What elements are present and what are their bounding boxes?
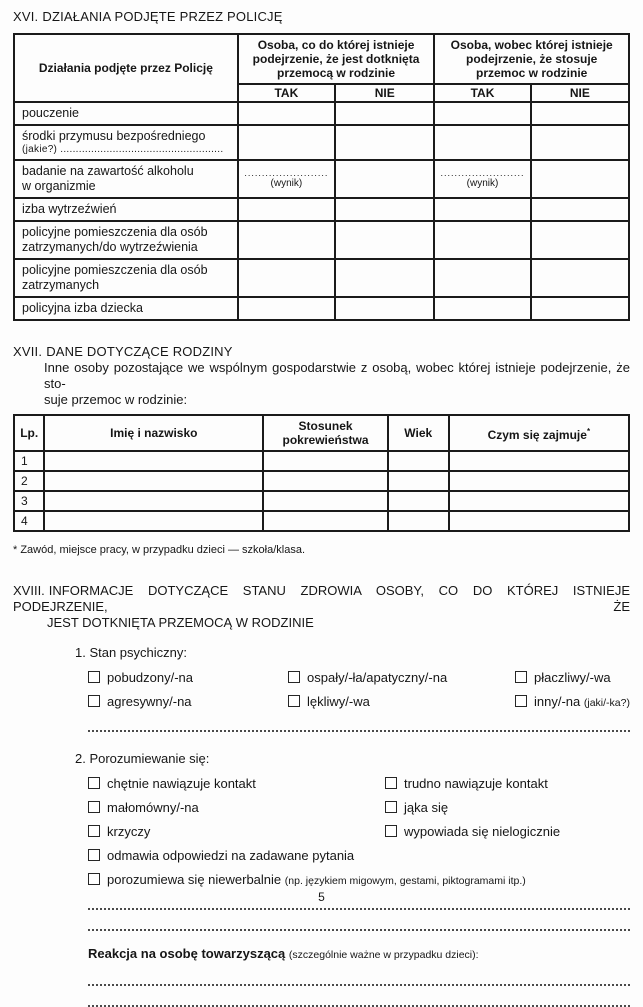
write-in-line[interactable]: ........................ [244, 168, 329, 178]
table-row-srodki-przymusu [14, 125, 629, 160]
checkbox-icon[interactable] [385, 801, 397, 813]
checkbox-icon[interactable] [385, 777, 397, 789]
cell-perpetrator-yes[interactable] [434, 297, 530, 320]
table-row [14, 451, 629, 471]
option-row [88, 824, 630, 839]
cell-perpetrator-no[interactable] [531, 198, 629, 221]
option-inny: inny/-na (jaki/-ka?) [515, 694, 630, 711]
option-krzyczy: krzyczy [88, 824, 385, 839]
checkbox-icon[interactable] [88, 873, 100, 885]
option-niewerbalnie-note: (np. językiem migowym, gestami, piktogramami itp.) [284, 875, 526, 887]
row-number: 3 [14, 491, 44, 511]
write-in-line[interactable] [88, 728, 630, 732]
section-17-title: XVII. DANE DOTYCZĄCE RODZINY [13, 344, 233, 359]
column-header-age: Wiek [388, 415, 449, 451]
option-pobudzony: pobudzony/-na [88, 670, 288, 685]
cell-victim-yes[interactable] [238, 125, 335, 160]
row-number: 1 [14, 451, 44, 471]
cell-victim-yes[interactable] [238, 259, 335, 297]
section-17-intro-line2: suje przemoc w rodzinie: [44, 392, 188, 407]
option-jaka-sie: jąka się [385, 800, 630, 815]
cell-occupation[interactable] [449, 471, 629, 491]
column-header-name: Imię i nazwisko [44, 415, 263, 451]
write-in-line[interactable] [88, 927, 630, 931]
checkbox-icon[interactable] [88, 777, 100, 789]
checkbox-icon[interactable] [88, 695, 100, 707]
row-label: badanie na zawartość alkoholu w organizmie [14, 160, 238, 198]
checkbox-icon[interactable] [88, 671, 100, 683]
table-row [14, 491, 629, 511]
cell-relation[interactable] [263, 471, 388, 491]
cell-victim-no[interactable] [335, 102, 434, 125]
row-label: środki przymusu bezpośredniego (jakie?) ..................................................... [14, 125, 238, 160]
write-in-line[interactable] [88, 982, 630, 986]
cell-relation[interactable] [263, 451, 388, 471]
table-row [14, 511, 629, 531]
checkbox-icon[interactable] [88, 849, 100, 861]
result-caption: (wynik) [466, 177, 499, 189]
cell-relation[interactable] [263, 491, 388, 511]
cell-perpetrator-no[interactable] [531, 297, 629, 320]
column-header-victim: Osoba, co do której istnieje podejrzenie, że jest dotknięta przemocą w rodzinie [238, 34, 435, 84]
option-inny-note: (jaki/-ka?) [583, 697, 630, 709]
write-in-line[interactable]: ........................ [440, 168, 525, 178]
column-header-relation: Stosunek pokrewieństwa [263, 415, 388, 451]
cell-victim-no[interactable] [335, 198, 434, 221]
question-2-label: 2. Porozumiewanie się: [75, 751, 210, 766]
cell-victim-yes[interactable] [238, 221, 335, 259]
cell-name[interactable] [44, 491, 263, 511]
row-label: policyjne pomieszczenia dla osób zatrzymanych [14, 259, 238, 297]
row-number: 4 [14, 511, 44, 531]
column-header-perpetrator-no: NIE [531, 84, 629, 102]
cell-occupation[interactable] [449, 491, 629, 511]
police-actions-table [13, 33, 630, 321]
section-18 [13, 583, 630, 1007]
option-row [88, 800, 630, 815]
cell-perpetrator-no[interactable] [531, 221, 629, 259]
cell-age[interactable] [388, 451, 449, 471]
option-odmawia-odpowiedzi: odmawia odpowiedzi na zadawane pytania [88, 848, 385, 863]
table-row-badanie-alkohol [14, 160, 629, 198]
checkbox-icon[interactable] [515, 671, 527, 683]
cell-occupation[interactable] [449, 511, 629, 531]
cell-victim-no[interactable] [335, 221, 434, 259]
option-malomowny: małomówny/-na [88, 800, 385, 815]
option-trudno-kontakt: trudno nawiązuje kontakt [385, 776, 630, 791]
option-ospaly-apatyczny: ospały/-ła/apatyczny/-na [288, 670, 515, 685]
section-17-number: XVII. [13, 344, 43, 359]
table-row-policyjna-izba-dziecka [14, 297, 629, 320]
cell-victim-no[interactable] [335, 125, 434, 160]
column-header-perpetrator: Osoba, wobec której istnieje podejrzenie, że stosuje przemoc w rodzinie [434, 34, 629, 84]
section-18-number: XVIII. [13, 583, 45, 598]
option-row [88, 872, 630, 889]
option-niewerbalnie: porozumiewa się niewerbalnie (np. językiem migowym, gestami, piktogramami itp.) [88, 872, 385, 889]
table-row-pouczenie [14, 102, 629, 125]
table-row-pomieszczenia-do-wytrzezwienia [14, 221, 629, 259]
column-header-victim-yes: TAK [238, 84, 335, 102]
column-header-perpetrator-yes: TAK [434, 84, 530, 102]
cell-perpetrator-no[interactable] [531, 259, 629, 297]
option-chetnie-kontakt: chętnie nawiązuje kontakt [88, 776, 385, 791]
question-1-label: 1. Stan psychiczny: [75, 645, 187, 660]
write-in-line[interactable]: (jakie?) ..................................................... [22, 144, 224, 155]
cell-perpetrator-yes-result[interactable] [434, 160, 530, 198]
cell-perpetrator-no[interactable] [531, 125, 629, 160]
section-18-title-line1: XVIII. INFORMACJE DOTYCZĄCE STANU ZDROWIA OSOBY, CO DO KTÓREJ ISTNIEJE PODEJRZENIE, ŻE [13, 583, 630, 614]
family-members-table [13, 414, 630, 532]
cell-age[interactable] [388, 471, 449, 491]
write-in-line[interactable] [88, 906, 630, 910]
cell-name[interactable] [44, 511, 263, 531]
row-label: policyjne pomieszczenia dla osób zatrzymanych/do wytrzeźwienia [14, 221, 238, 259]
cell-name[interactable] [44, 471, 263, 491]
checkbox-icon[interactable] [515, 695, 527, 707]
reaction-label: Reakcja na osobę towarzyszącą (szczególnie ważne w przypadku dzieci): [88, 946, 479, 961]
section-16-title: XVI. DZIAŁANIA PODJĘTE PRZEZ POLICJĘ [13, 9, 283, 24]
cell-perpetrator-yes[interactable] [434, 259, 530, 297]
table-footnote: * Zawód, miejsce pracy, w przypadku dzieci — szkoła/klasa. [13, 544, 306, 556]
cell-perpetrator-no[interactable] [531, 102, 629, 125]
column-header-lp: Lp. [14, 415, 44, 451]
question-1-options [88, 670, 630, 711]
column-header-occupation: Czym się zajmuje* [449, 415, 629, 451]
result-caption: (wynik) [270, 177, 303, 189]
cell-name[interactable] [44, 451, 263, 471]
question-2-options [88, 776, 630, 889]
cell-perpetrator-yes[interactable] [434, 198, 530, 221]
cell-victim-yes-result[interactable] [238, 160, 335, 198]
cell-perpetrator-yes[interactable] [434, 102, 530, 125]
option-wypowiada-nielogicznie: wypowiada się nielogicznie [385, 824, 630, 839]
cell-age[interactable] [388, 491, 449, 511]
checkbox-icon[interactable] [88, 825, 100, 837]
row-label: izba wytrzeźwień [14, 198, 238, 221]
reaction-note: (szczególnie ważne w przypadku dzieci): [288, 949, 479, 961]
cell-perpetrator-yes[interactable] [434, 125, 530, 160]
cell-age[interactable] [388, 511, 449, 531]
cell-victim-no[interactable] [335, 160, 434, 198]
column-header-actions: Działania podjęte przez Policję [14, 34, 238, 102]
option-row [88, 848, 630, 863]
table-row-izba-wytrzezwien [14, 198, 629, 221]
option-lekliwy: lękliwy/-wa [288, 694, 515, 711]
row-label: policyjna izba dziecka [14, 297, 238, 320]
cell-victim-no[interactable] [335, 297, 434, 320]
checkbox-icon[interactable] [88, 801, 100, 813]
checkbox-icon[interactable] [288, 671, 300, 683]
cell-perpetrator-yes[interactable] [434, 221, 530, 259]
section-17-intro-line1: Inne osoby pozostające we wspólnym gospodarstwie z osobą, wobec której istnieje podejrzenie, że sto- [44, 360, 630, 391]
table-row-pomieszczenia-zatrzymanych [14, 259, 629, 297]
cell-relation[interactable] [263, 511, 388, 531]
cell-perpetrator-no[interactable] [531, 160, 629, 198]
section-17 [13, 344, 630, 556]
cell-victim-yes[interactable] [238, 102, 335, 125]
cell-victim-no[interactable] [335, 259, 434, 297]
table-row [14, 471, 629, 491]
section-16-number: XVI. [13, 9, 39, 24]
column-header-victim-no: NIE [335, 84, 434, 102]
row-number: 2 [14, 471, 44, 491]
cell-occupation[interactable] [449, 451, 629, 471]
cell-victim-yes[interactable] [238, 198, 335, 221]
checkbox-icon[interactable] [385, 825, 397, 837]
option-agresywny: agresywny/-na [88, 694, 288, 711]
page-number: 5 [318, 890, 325, 904]
option-row [88, 776, 630, 791]
cell-victim-yes[interactable] [238, 297, 335, 320]
checkbox-icon[interactable] [288, 695, 300, 707]
option-placzliwy: płaczliwy/-wa [515, 670, 630, 685]
row-label: pouczenie [14, 102, 238, 125]
section-18-title-line2: JEST DOTKNIĘTA PRZEMOCĄ W RODZINIE [47, 615, 314, 630]
write-in-line[interactable] [88, 1003, 630, 1007]
footnote-marker: * [586, 426, 591, 436]
